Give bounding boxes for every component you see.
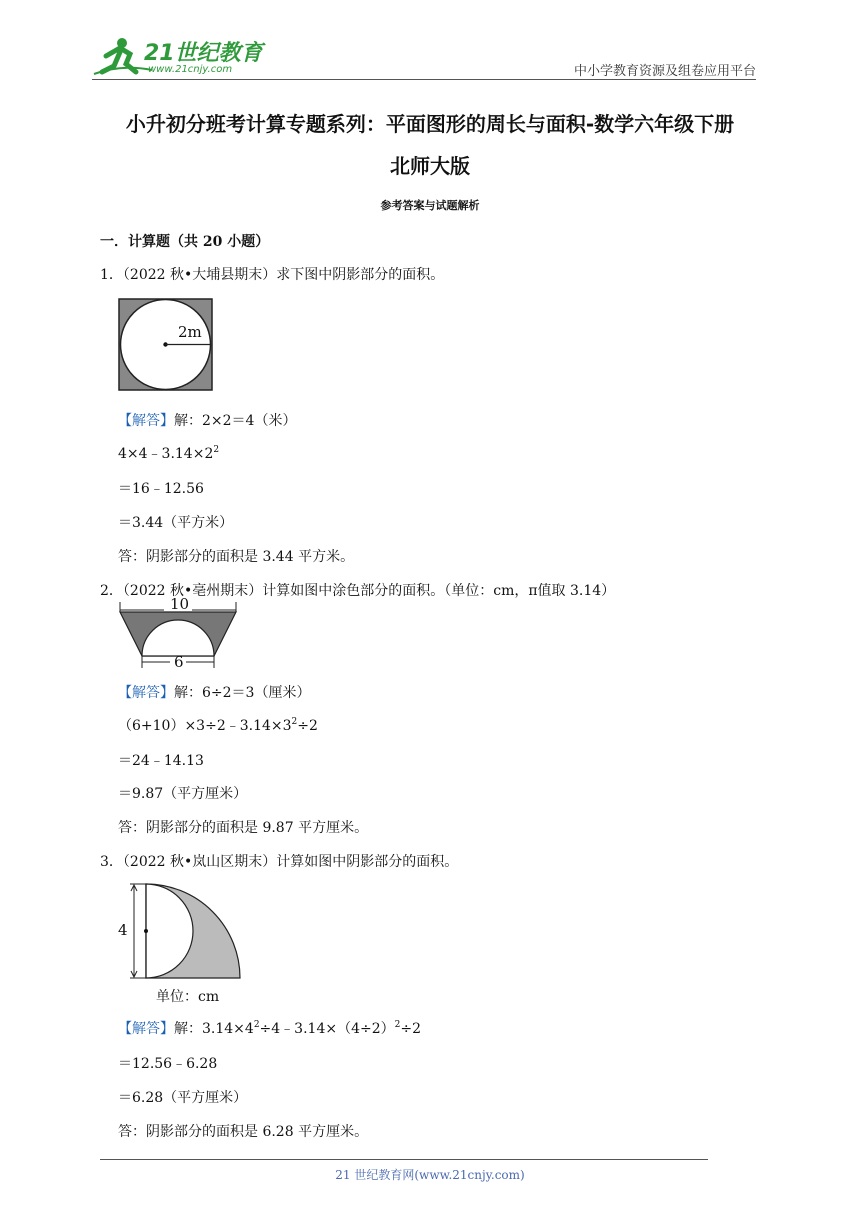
answer-text: （6+10）×3÷2﹣3.14×3 — [118, 718, 292, 734]
q3-answer-line4: 答：阴影部分的面积是 6.28 平方厘米。 — [118, 1124, 369, 1140]
answer-text: ÷4﹣3.14×（4÷2） — [259, 1021, 395, 1037]
answer-text: 解：3.14×4 — [174, 1021, 254, 1037]
figure-3-side-label: 4 — [118, 921, 128, 939]
question-2: 2．（2022 秋•亳州期末）计算如图中涂色部分的面积。（单位：cm，π值取 3.14） — [100, 583, 616, 599]
q3-answer-line1 — [118, 1018, 421, 1038]
exponent: 2 — [213, 445, 220, 455]
q1-answer-line5: 答：阴影部分的面积是 3.44 平方米。 — [118, 549, 355, 565]
figure-2-bottom-label: 6 — [174, 653, 184, 671]
figure-1 — [118, 298, 214, 396]
page-title-line2: 北师大版 — [390, 154, 470, 178]
figure-3-unit-label: 单位：cm — [156, 989, 220, 1005]
answer-tag: 【解答】 — [118, 685, 174, 701]
exponent: 2 — [291, 717, 298, 727]
platform-name: 中小学教育资源及组卷应用平台 — [573, 64, 756, 79]
question-1: 1．（2022 秋•大埔县期末）求下图中阴影部分的面积。 — [100, 267, 445, 283]
logo-url: www.21cnjy.com — [148, 64, 233, 75]
page-title-line1: 小升初分班考计算专题系列：平面图形的周长与面积-数学六年级下册 — [125, 112, 735, 136]
logo-text: 21世纪教育 — [144, 41, 263, 66]
answer-text: 解：6÷2＝3（厘米） — [174, 685, 311, 701]
footer-divider — [100, 1159, 708, 1160]
answer-text: 4×4﹣3.14×2 — [118, 446, 214, 462]
footer-link[interactable]: 21 世纪教育网(www.21cnjy.com) — [335, 1168, 525, 1182]
figure-1-radius-label: 2m — [178, 323, 202, 341]
header-divider — [92, 79, 756, 80]
figure-2 — [116, 595, 240, 676]
q1-answer-line2 — [118, 443, 219, 463]
figure-2-top-label: 10 — [170, 595, 190, 613]
q2-answer-line5: 答：阴影部分的面积是 9.87 平方厘米。 — [118, 820, 369, 836]
q1-answer-line1 — [118, 410, 296, 430]
q2-answer-line2 — [118, 715, 318, 735]
q1-answer-line4: ＝3.44（平方米） — [118, 515, 234, 531]
answer-tag: 【解答】 — [118, 413, 174, 429]
figure-3 — [116, 878, 246, 1012]
answer-text: ÷2 — [297, 718, 318, 734]
logo — [92, 34, 267, 80]
q2-answer-line1 — [118, 682, 310, 702]
q2-answer-line4: ＝9.87（平方厘米） — [118, 786, 248, 802]
question-3: 3．（2022 秋•岚山区期末）计算如图中阴影部分的面积。 — [100, 854, 459, 870]
exponent: 2 — [253, 1020, 260, 1030]
page-subtitle: 参考答案与试题解析 — [380, 199, 480, 212]
exponent: 2 — [394, 1020, 401, 1030]
q1-answer-line3: ＝16﹣12.56 — [118, 481, 204, 497]
answer-text: ÷2 — [400, 1021, 422, 1037]
section-heading: 一．计算题（共 20 小题） — [100, 234, 270, 250]
q2-answer-line3: ＝24﹣14.13 — [118, 753, 204, 769]
q3-answer-line2: ＝12.56﹣6.28 — [118, 1056, 218, 1072]
answer-tag: 【解答】 — [118, 1021, 174, 1037]
answer-text: 解：2×2＝4（米） — [174, 413, 297, 429]
q3-answer-line3: ＝6.28（平方厘米） — [118, 1090, 248, 1106]
